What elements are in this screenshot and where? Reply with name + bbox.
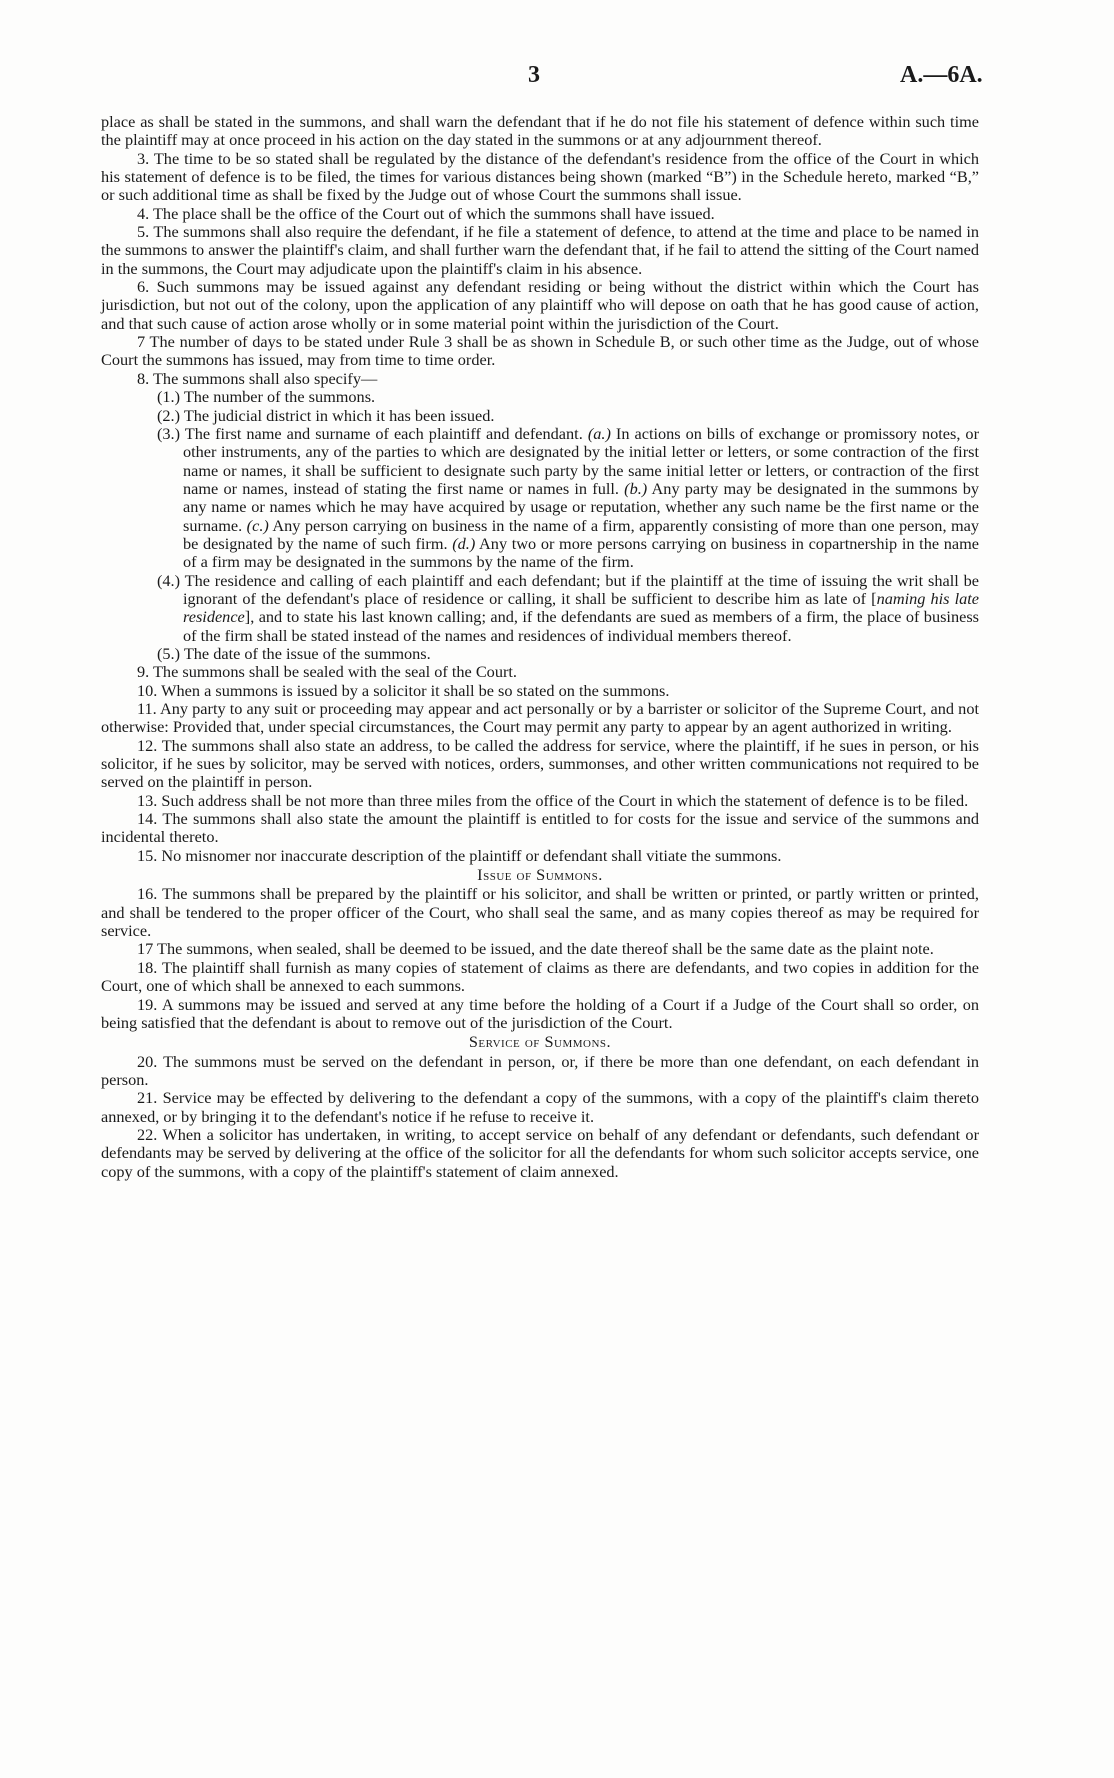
paragraph-continuation: place as shall be stated in the summons, and shall warn the defendant that if he do not file his statement of defence within such time the plaintiff may at once proceed in his action on the day stated in the summons or at any adjournment thereof. bbox=[101, 112, 979, 150]
rule-18: 18. The plaintiff shall furnish as many copies of statement of claims as there are defendants, and two copies in addition for the Court, one of which shall be annexed to each summons. bbox=[101, 957, 979, 996]
clause-a-marker: (a.) bbox=[587, 423, 611, 443]
document-body bbox=[101, 113, 979, 1181]
rule-7: 7 The number of days to be stated under Rule 3 shall be as shown in Schedule B, or such other time as the Judge, out of whose Court the summons has issued, may from time to time order. bbox=[101, 332, 979, 370]
page-number: 3 bbox=[528, 62, 540, 88]
rule-16: 16. The summons shall be prepared by the plaintiff or his solicitor, and shall be written or printed, or partly written or printed, and shall be tendered to the proper officer of the Court, who shall seal the same, and as many copies thereof as may be required for service. bbox=[101, 884, 979, 941]
rule-19: 19. A summons may be issued and served at any time before the holding of a Court if a Judge of the Court shall so order, on being satisfied that the defendant is about to remove out of the jurisdiction of the Court. bbox=[101, 994, 979, 1032]
clause-a-text: In actions on bills of exchange or promissory notes, or other instruments, any of the parties to which are designated by the initial letter or letters, or some contraction of the first name or names, it shall be sufficient to designate such party by the same initial letter or letters, or contraction of the first name or names, instead of stating the first name or names in full. bbox=[183, 423, 979, 498]
rule-8-item-1: (1.) The number of the summons. bbox=[157, 387, 376, 407]
rule-8-item-5: (5.) The date of the issue of the summons. bbox=[157, 643, 431, 663]
rule-20: 20. The summons must be served on the defendant in person, or, if there be more than one defendant, on each defendant in person. bbox=[101, 1051, 979, 1089]
rule-12: 12. The summons shall also state an address, to be called the address for service, where the plaintiff, if he sues in person, or his solicitor, if he sues by solicitor, may be served with notices, orders, summonses, and other written communications not required to be served on the plaintiff in person. bbox=[101, 735, 979, 792]
clause-b-marker: (b.) bbox=[624, 478, 648, 498]
item-3-text: (3.) The first name and surname of each plaintiff and defendant. bbox=[157, 423, 583, 443]
item-4-italic: naming his late residence bbox=[183, 588, 979, 627]
rule-13: 13. Such address shall be not more than three miles from the office of the Court in which the statement of defence is to be filed. bbox=[137, 790, 969, 810]
section-heading-service: Service of Summons. bbox=[468, 1032, 612, 1052]
rule-21: 21. Service may be effected by delivering to the defendant a copy of the summons, with a copy of the plaintiff's claim thereto annexed, or by bringing it to the defendant's notice if he refuse to receive it. bbox=[101, 1088, 979, 1126]
rule-8-item-2: (2.) The judicial district in which it has been issued. bbox=[157, 405, 495, 425]
rule-6: 6. Such summons may be issued against any defendant residing or being without the district within which the Court has jurisdiction, but not out of the colony, upon the application of any plaintiff who will depose on oath that he has good cause of action, and that such cause of action arose wholly or in some material point within the jurisdiction of the Court. bbox=[101, 277, 979, 333]
rule-15: 15. No misnomer nor inaccurate description of the plaintiff or defendant shall vitiate the summons. bbox=[137, 845, 782, 865]
rule-14: 14. The summons shall also state the amount the plaintiff is entitled to for costs for the issue and service of the summons and incidental thereto. bbox=[101, 809, 979, 847]
clause-d-text: Any two or more persons carrying on business in copartnership in the name of a firm may be designated in the summons by the name of the firm. bbox=[183, 533, 979, 572]
rule-5: 5. The summons shall also require the defendant, if he file a statement of defence, to attend at the time and place to be named in the summons to answer the plaintiff's claim, and shall further warn the defendant that, if he fail to attend the sitting of the Court named in the summons, the Court may adjudicate upon the plaintiff's claim in his absence. bbox=[101, 222, 979, 278]
rule-9: 9. The summons shall be sealed with the seal of the Court. bbox=[137, 662, 517, 682]
rule-3: 3. The time to be so stated shall be regulated by the distance of the defendant's residence from the office of the Court in which his statement of defence is to be filed, the times for various distances being shown (marked “B”) in the Schedule hereto, marked “B,” or such additional time as shall be fixed by the Judge out of whose Court the summons shall issue. bbox=[101, 148, 979, 205]
item-4-text-end: ], and to state his last known calling; and, if the defendants are sued as members of a firm, the place of business of the firm shall be stated instead of the names and residences of individual members thereof. bbox=[183, 607, 979, 645]
rule-11: 11. Any party to any suit or proceeding may appear and act personally or by a barrister or solicitor of the Supreme Court, and not otherwise: Provided that, under special circumstances, the Court may permit any party to appear by an agent authorized in writing. bbox=[101, 699, 979, 737]
clause-c-marker: (c.) bbox=[246, 515, 269, 535]
rule-17: 17 The summons, when sealed, shall be deemed to be issued, and the date thereof shall be the same date as the plaint note. bbox=[137, 939, 934, 959]
rule-8-item-3 bbox=[157, 423, 979, 572]
document-reference: A.—6A. bbox=[900, 62, 983, 88]
clause-c-text: Any person carrying on business in the name of a firm, apparently consisting of more than one person, may be designated by the name of such firm. bbox=[183, 515, 979, 553]
rule-8-item-4 bbox=[157, 570, 979, 645]
rule-8: 8. The summons shall also specify— bbox=[137, 368, 378, 388]
clause-d-marker: (d.) bbox=[452, 533, 476, 553]
rule-10: 10. When a summons is issued by a solicitor it shall be so stated on the summons. bbox=[137, 680, 670, 700]
section-heading-issue: Issue of Summons. bbox=[477, 865, 603, 885]
rule-4: 4. The place shall be the office of the Court out of which the summons shall have issued. bbox=[137, 203, 715, 223]
rule-22: 22. When a solicitor has undertaken, in writing, to accept service on behalf of any defendant or defendants, such defendant or defendants may be served by delivering at the office of the solicitor for all the defendants for whom such solicitor accepts service, one copy of the summons, with a copy of the plaintiff's statement of claim annexed. bbox=[101, 1124, 979, 1181]
item-4-text-start: (4.) The residence and calling of each plaintiff and each defendant; but if the plaintiff at the time of issuing the writ shall be ignorant of the defendant's place of residence or calling, it shall be sufficient to describe him as late of [ bbox=[157, 570, 979, 608]
clause-b-text: Any party may be designated in the summons by any name or names which he may have acquired by usage or reputation, whether any such name be the first name or the surname. bbox=[183, 478, 979, 535]
